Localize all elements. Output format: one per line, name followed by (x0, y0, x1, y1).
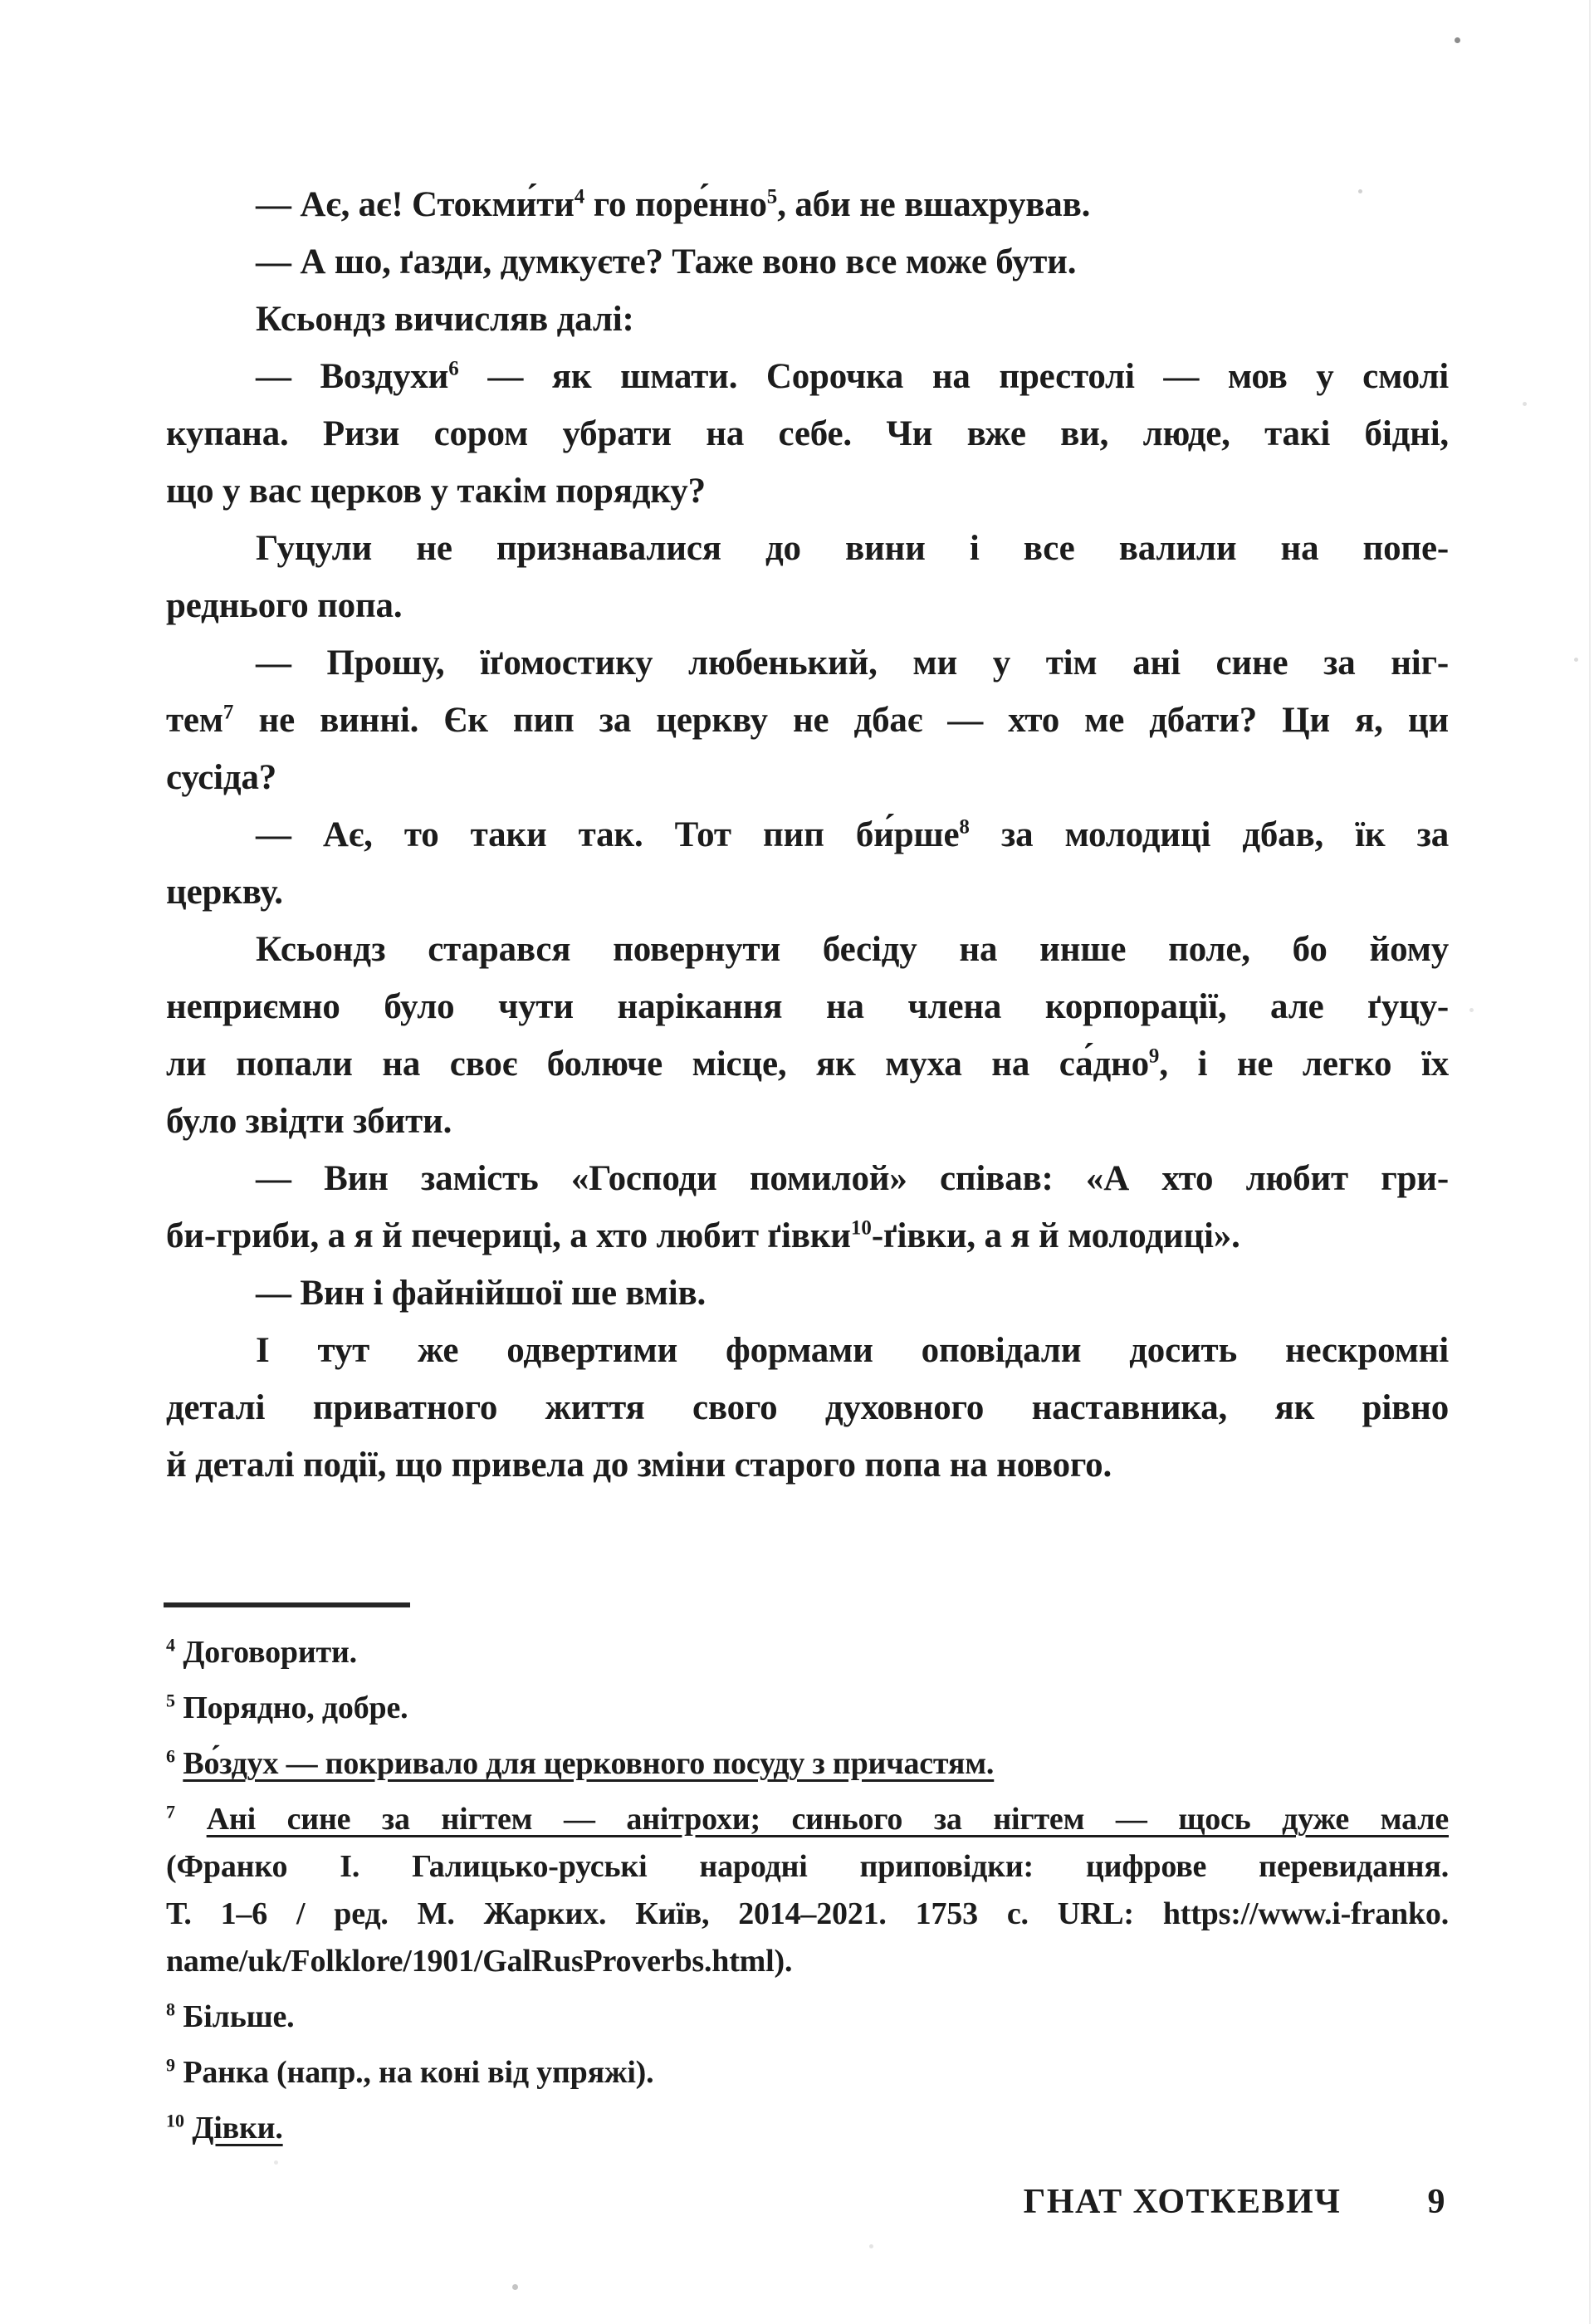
body-line: — А шо, ґазди, думкуєте? Таже воно все може бути. (256, 242, 1077, 281)
footnote-marker: 7 (166, 1801, 176, 1823)
body-line: Ксьондз вичисляв далі: (256, 300, 634, 339)
footnote-separator-rule (164, 1602, 410, 1607)
body-line: би-гриби, а я й печериці, а хто любит ґівки$^{10}$-ґівки, а я й молодиці». (166, 1216, 1240, 1255)
footer-page-number: 9 (1427, 2183, 1446, 2221)
superscript-footnote-ref: 6 (448, 357, 459, 380)
footnote-line (166, 2049, 1449, 2096)
footnote-line (166, 1629, 1449, 1676)
footnote-marker: 5 (166, 1690, 176, 1711)
footnote-text: Дівки. (192, 2111, 283, 2145)
body-line: було звідти збити. (166, 1102, 452, 1141)
footnote-line (166, 1685, 1449, 1732)
footnote-marker: 9 (166, 2054, 176, 2076)
footnote-text: Договорити. (183, 1635, 357, 1670)
footnote-marker: 6 (166, 1745, 176, 1767)
scan-edge-shadow (1589, 0, 1591, 2324)
body-line: Гуцули не признавалися до вини і все валили на попе- (256, 529, 1449, 568)
superscript-footnote-ref: 4 (574, 185, 585, 208)
footnote-line (166, 1796, 1449, 1843)
body-line: — Прошу, їґомостику любенький, ми у тім ані сине за ніг- (256, 643, 1449, 683)
footnote (166, 1994, 1449, 2041)
footnote (166, 2105, 1449, 2152)
footnote-text: Т. 1–6 / ред. М. Жарких. Київ, 2014–2021. 1753 с. URL: https://www.i-franko. (166, 1896, 1449, 1931)
body-line: ли попали на своє болюче місце, як муха на са́дно$^9$, і не легко їх (166, 1045, 1449, 1084)
body-line: сусіда? (166, 758, 277, 797)
footnote-text: Ані сине за нігтем — анітрохи; синього за нігтем — щось дуже мале (206, 1802, 1449, 1837)
body-text (166, 176, 1449, 1494)
body-line: — Воздухи$^6$ — як шмати. Сорочка на престолі — мов у смолі (256, 357, 1449, 396)
body-line: й деталі події, що привела до зміни старого попа на нового. (166, 1446, 1112, 1485)
footnote-text: name/uk/Folklore/1901/GalRusProverbs.html). (166, 1944, 793, 1979)
body-line: церкву. (166, 873, 283, 912)
superscript-footnote-ref: 9 (1148, 1045, 1160, 1068)
superscript-footnote-ref: 7 (222, 701, 234, 724)
body-line: неприємно було чути нарікання на члена корпорації, але ґуцу- (166, 987, 1449, 1026)
superscript-footnote-ref: 10 (850, 1216, 872, 1240)
footnote-marker: 4 (166, 1634, 176, 1656)
body-line: купана. Ризи сором убрати на себе. Чи вже ви, люде, такі бідні, (166, 414, 1449, 453)
footnotes-list (166, 1629, 1449, 2160)
body-line: — Вин замість «Господи помилой» співав: «А хто любит гри- (256, 1159, 1449, 1198)
footnote (166, 1796, 1449, 1985)
body-line: реднього попа. (166, 586, 403, 625)
footnote-marker: 8 (166, 1999, 176, 2020)
body-line: тем$^7$ не винні. Єк пип за церкву не дбає — хто ме дбати? Ци я, ци (166, 701, 1449, 740)
footnote-text: Во́здух — покривало для церковного посуду з причастям. (183, 1746, 995, 1781)
body-line: що у вас церков у такім порядку? (166, 472, 706, 511)
body-line: — Вин і файнійшої ше вмів. (256, 1274, 707, 1313)
page-footer (1024, 2182, 1446, 2222)
body-line: деталі приватного життя свого духовного наставника, як рівно (166, 1388, 1449, 1427)
superscript-footnote-ref: 5 (766, 185, 778, 208)
footnote-line (166, 1891, 1449, 1938)
footnote-text: Порядно, добре. (183, 1690, 408, 1725)
footnote-line (166, 1740, 1449, 1788)
footnote (166, 1629, 1449, 1676)
footnote-line (166, 2105, 1449, 2152)
footnote-marker: 10 (166, 2110, 185, 2131)
body-line: — Ає, ає! $Стокми́ти^4$ го поре́нно$^5$, аби не вшахрував. (256, 185, 1091, 224)
footnote (166, 1740, 1449, 1788)
footer-author: ГНАТ ХОТКЕВИЧ (1023, 2183, 1342, 2221)
body-line: І тут же одвертими формами оповідали досить нескромні (256, 1331, 1449, 1370)
footnote-line (166, 1938, 1449, 1985)
footnote (166, 2049, 1449, 2096)
body-line: — Ає, то таки так. Тот пип би́рше$^8$ за молодиці дбав, їк за (256, 815, 1449, 854)
footnote-text: Більше. (183, 1999, 295, 2034)
footnote-text: Ранка (напр., на коні від упряжі). (183, 2055, 654, 2090)
body-line: Ксьондз старався повернути бесіду на инше поле, бо йому (256, 930, 1449, 969)
footnote-line (166, 1843, 1449, 1891)
superscript-footnote-ref: 8 (959, 815, 970, 839)
scan-specks (0, 0, 4, 4)
footnote-text: (Франко І. Галицько-руські народні приповідки: цифрове перевидання. (166, 1849, 1449, 1884)
footnote-line (166, 1994, 1449, 2041)
footnote (166, 1685, 1449, 1732)
